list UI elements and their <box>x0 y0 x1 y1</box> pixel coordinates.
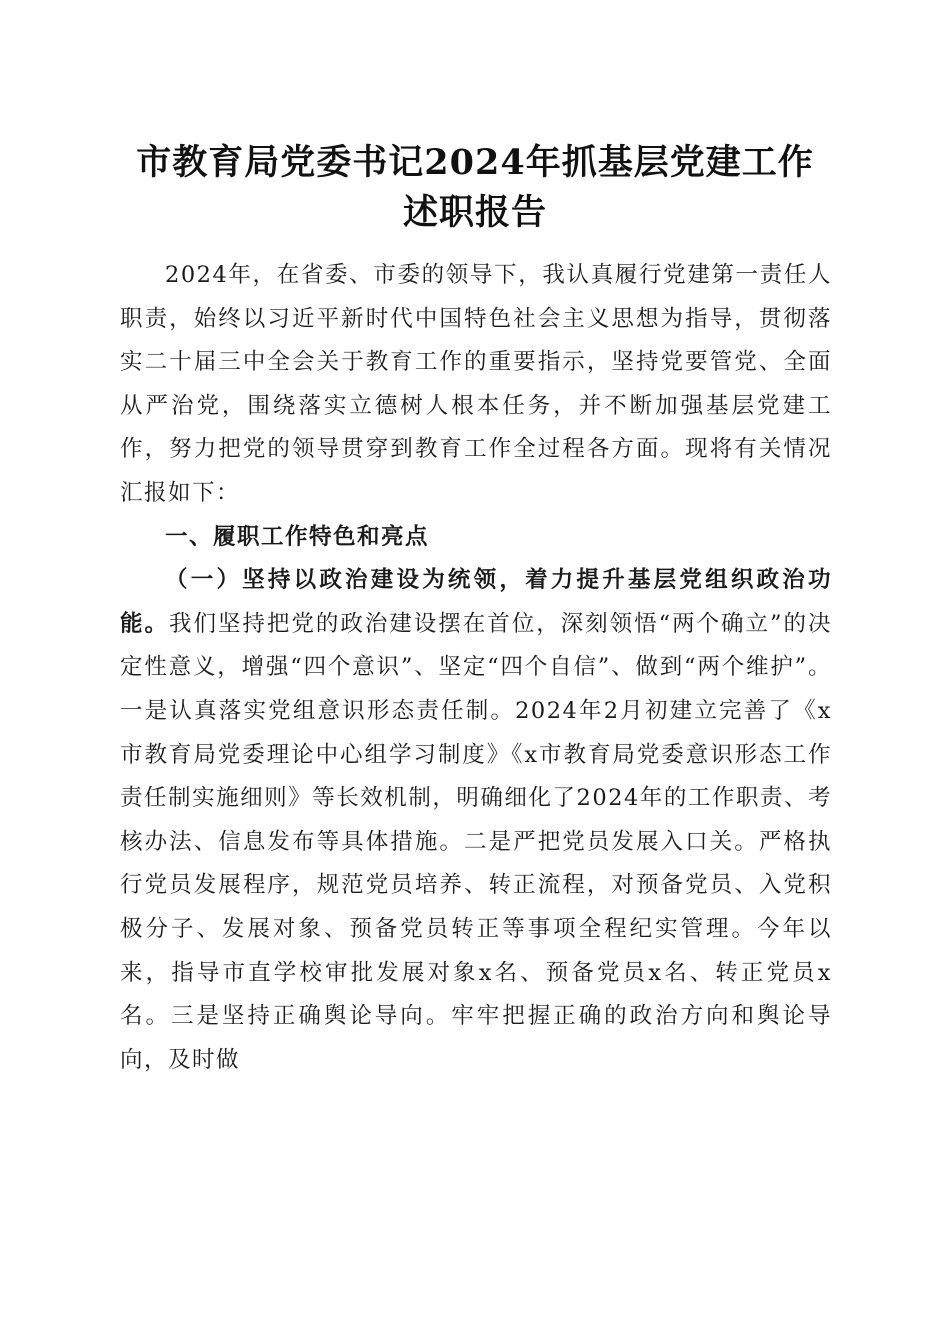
section-1-heading: 一、履职工作特色和亮点 <box>165 523 430 550</box>
subsection-1-paragraph <box>120 559 832 1082</box>
subsection-1-heading: （一）坚持以政治建设为统领，着力提升基层党组织政治功能。 <box>120 567 832 637</box>
document-body <box>120 254 832 1082</box>
intro-paragraph: 2024年，在省委、市委的领导下，我认真履行党建第一责任人职责，始终以习近平新时代中国特色社会主义思想为指导，贯彻落实二十届三中全会关于教育工作的重要指示，坚持党要管党、全面从严治党，围绕落实立德树人根本任务，并不断加强基层党建工作，努力把党的领导贯穿到教育工作全过程各方面。现将有关情况汇报如下： <box>120 262 832 506</box>
document-title: 市教育局党委书记2024年抓基层党建工作述职报告 <box>136 142 814 233</box>
subsection-1-body: 我们坚持把党的政治建设摆在首位，深刻领悟“两个确立”的决定性意义，增强“四个意识”、坚定“四个自信”、做到“两个维护”。一是认真落实党组意识形态责任制。2024年2月初建立完善了《x市教育局党委理论中心组学习制度》《x市教育局党委意识形态工作责任制实施细则》等长效机制，明确细化了2024年的工作职责、考核办法、信息发布等具体措施。二是严把党员发展入口关。严格执行党员发展程序，规范党员培养、转正流程，对预备党员、入党积极分子、发展对象、预备党员转正等事项全程纪实管理。今年以来，指导市直学校审批发展对象x名、预备党员x名、转正党员x名。三是坚持正确舆论导向。牢牢把握正确的政治方向和舆论导向，及时做 <box>120 610 832 1073</box>
